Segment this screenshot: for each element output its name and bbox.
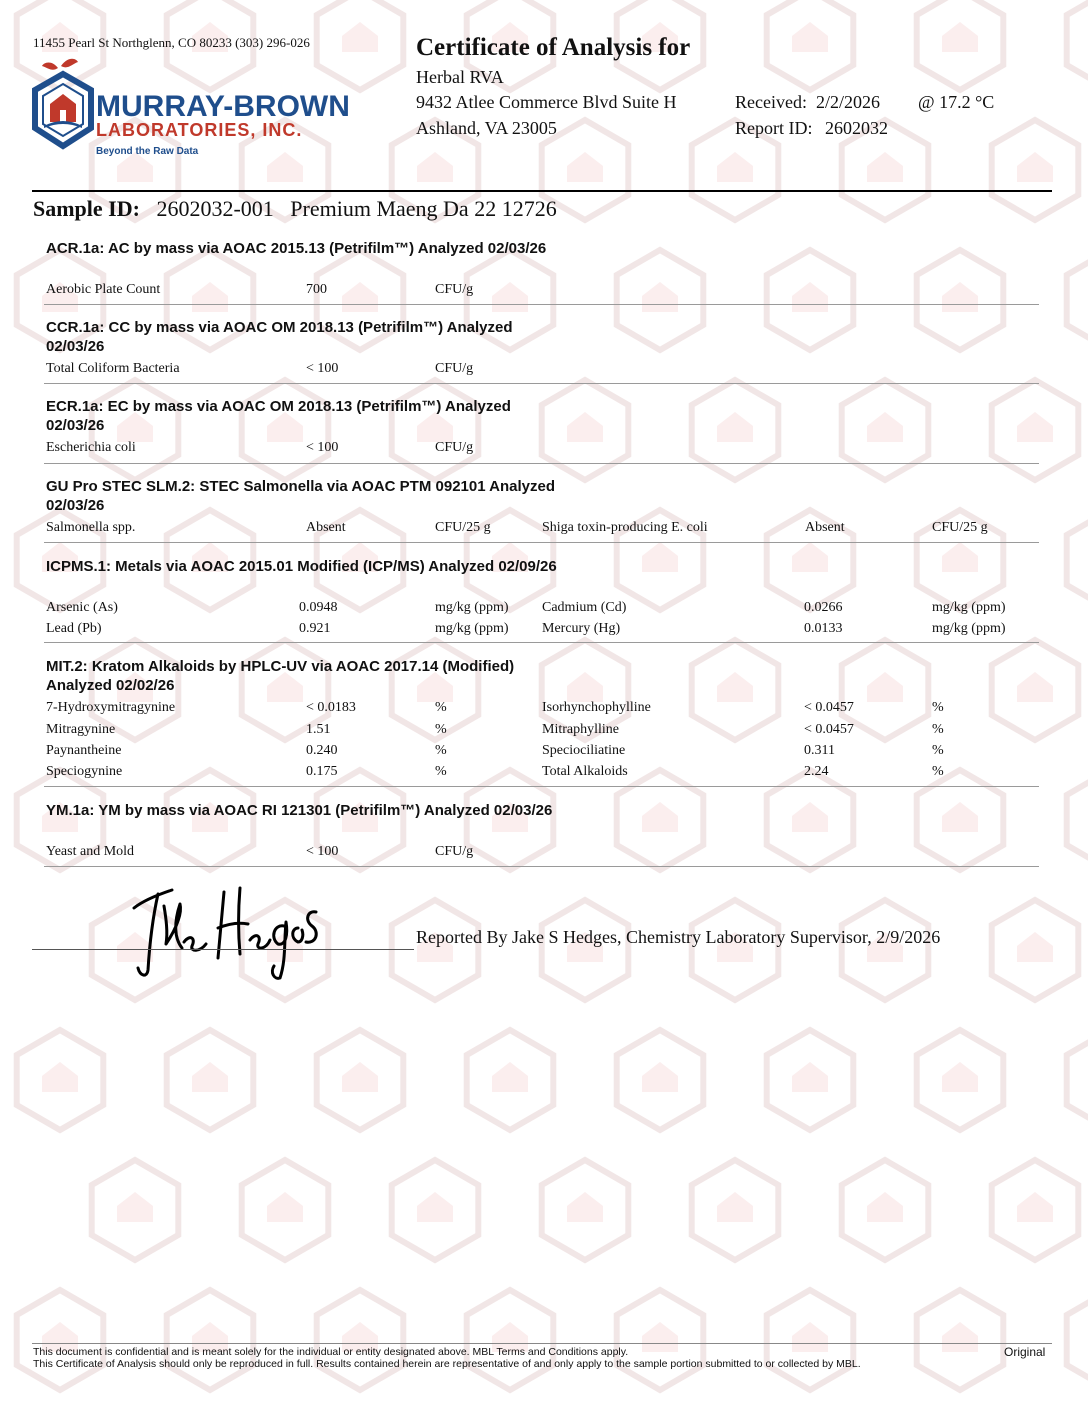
analyte-name: Total Alkaloids [542, 764, 628, 779]
footer-reproduction-notice: This Certificate of Analysis should only be reproduced in full. Results contained herein are representative of and only apply to the sample portion submitted to or collected by MBL. [33, 1358, 861, 1370]
received-date: 2/2/2026 [816, 92, 881, 112]
analyte-unit: % [435, 743, 447, 758]
analyte-name: Mitragynine [46, 722, 116, 737]
analyte-result: < 100 [306, 361, 339, 376]
sample-name: Premium Maeng Da 22 12726 [290, 196, 557, 221]
client-address-line1: 9432 Atlee Commerce Blvd Suite H [416, 92, 677, 112]
analyte-unit: mg/kg (ppm) [932, 621, 1006, 636]
analyte-result: 0.175 [306, 764, 338, 779]
section-title: YM.1a: YM by mass via AOAC RI 121301 (Petrifilm™) Analyzed 02/03/26 [46, 802, 553, 819]
section-divider [44, 304, 1039, 305]
analyte-result: 0.311 [804, 743, 835, 758]
analyte-name: Yeast and Mold [46, 844, 135, 859]
analyte-result: Absent [306, 520, 346, 535]
analyte-result: < 100 [306, 440, 339, 455]
analyte-name: Mitraphylline [542, 722, 619, 737]
handwritten-signature [120, 882, 330, 982]
lab-name-primary: MURRAY-BROWN [96, 90, 350, 123]
analyte-name: Mercury (Hg) [542, 621, 621, 636]
section-divider [44, 463, 1039, 464]
client-name: Herbal RVA [416, 67, 504, 87]
sample-id-line [33, 196, 557, 222]
analyte-unit: mg/kg (ppm) [435, 600, 509, 615]
analyte-name: Arsenic (As) [46, 600, 118, 615]
footer-confidentiality: This document is confidential and is meant solely for the individual or entity designated above. MBL Terms and Conditions apply. [33, 1346, 629, 1358]
received-temperature: @ 17.2 °C [918, 92, 995, 112]
analyte-result: 0.0948 [299, 600, 338, 615]
sample-id: 2602032-001 [156, 196, 274, 221]
analyte-name: 7-Hydroxymitragynine [46, 700, 176, 715]
client-address-line2: Ashland, VA 23005 [416, 118, 557, 138]
analyte-unit: % [932, 722, 944, 737]
analyte-name: Paynantheine [46, 743, 122, 758]
section-divider [44, 383, 1039, 384]
analyte-name: Isorhynchophylline [542, 700, 651, 715]
report-id-label: Report ID: [735, 118, 813, 138]
analyte-result: 0.0266 [804, 600, 843, 615]
analyte-name: Salmonella spp. [46, 520, 136, 535]
analyte-result: < 100 [306, 844, 339, 859]
analyte-name: Speciogynine [46, 764, 123, 779]
analyte-result: < 0.0457 [804, 700, 854, 715]
section-title: CCR.1a: CC by mass via AOAC OM 2018.13 (Petrifilm™) Analyzed 02/03/26 [46, 319, 513, 355]
section-divider [44, 866, 1039, 867]
analyte-result: < 0.0183 [306, 700, 356, 715]
analyte-unit: mg/kg (ppm) [435, 621, 509, 636]
certificate-title: Certificate of Analysis for [416, 34, 691, 61]
analyte-unit: CFU/25 g [932, 520, 988, 535]
analyte-unit: % [435, 764, 447, 779]
analyte-unit: mg/kg (ppm) [932, 600, 1006, 615]
analyte-name: Total Coliform Bacteria [46, 361, 180, 376]
analyte-result: < 0.0457 [804, 722, 854, 737]
sample-id-label: Sample ID: [33, 196, 140, 221]
lab-name-secondary: LABORATORIES, INC. [96, 120, 303, 140]
section-divider [44, 786, 1039, 787]
analyte-result: 2.24 [804, 764, 829, 779]
lab-logo [30, 56, 360, 160]
section-title: ECR.1a: EC by mass via AOAC OM 2018.13 (Petrifilm™) Analyzed 02/03/26 [46, 398, 511, 434]
analyte-result: 0.0133 [804, 621, 843, 636]
analyte-unit: CFU/g [435, 844, 474, 859]
signature-line [32, 949, 414, 950]
section-title: GU Pro STEC SLM.2: STEC Salmonella via AOAC PTM 092101 Analyzed 02/03/26 [46, 478, 556, 514]
analyte-unit: % [435, 722, 447, 737]
lab-tagline: Beyond the Raw Data [96, 146, 199, 157]
section-title: MIT.2: Kratom Alkaloids by HPLC-UV via AOAC 2017.14 (Modified) Analyzed 02/02/26 [46, 658, 515, 694]
analyte-name: Shiga toxin-producing E. coli [542, 520, 708, 535]
report-id: 2602032 [825, 118, 888, 138]
section-title: ACR.1a: AC by mass via AOAC 2015.13 (Petrifilm™) Analyzed 02/03/26 [46, 240, 547, 257]
section-title: ICPMS.1: Metals via AOAC 2015.01 Modified (ICP/MS) Analyzed 02/09/26 [46, 558, 557, 575]
analyte-name: Speciociliatine [542, 743, 626, 758]
section-divider [44, 542, 1039, 543]
section-divider [44, 642, 1039, 643]
analyte-unit: CFU/g [435, 282, 474, 297]
analyte-result: 0.921 [299, 621, 331, 636]
analyte-name: Escherichia coli [46, 440, 136, 455]
received-label: Received: [735, 92, 807, 112]
footer-divider [32, 1343, 1052, 1344]
header-divider [32, 190, 1052, 192]
analyte-unit: % [932, 743, 944, 758]
reported-by: Reported By Jake S Hedges, Chemistry Laboratory Supervisor, 2/9/2026 [416, 927, 941, 947]
analyte-result: 1.51 [306, 722, 331, 737]
analyte-unit: CFU/g [435, 361, 474, 376]
analyte-unit: % [435, 700, 447, 715]
analyte-unit: CFU/25 g [435, 520, 491, 535]
analyte-result: 700 [306, 282, 327, 297]
lab-address: 11455 Pearl St Northglenn, CO 80233 (303) 296-026 [33, 35, 310, 50]
analyte-unit: % [932, 700, 944, 715]
document-status: Original [1004, 1345, 1046, 1359]
analyte-name: Lead (Pb) [46, 621, 102, 636]
analyte-result: Absent [805, 520, 845, 535]
analyte-name: Cadmium (Cd) [542, 600, 627, 615]
analyte-name: Aerobic Plate Count [46, 282, 161, 297]
analyte-result: 0.240 [306, 743, 338, 758]
analyte-unit: CFU/g [435, 440, 474, 455]
analyte-unit: % [932, 764, 944, 779]
